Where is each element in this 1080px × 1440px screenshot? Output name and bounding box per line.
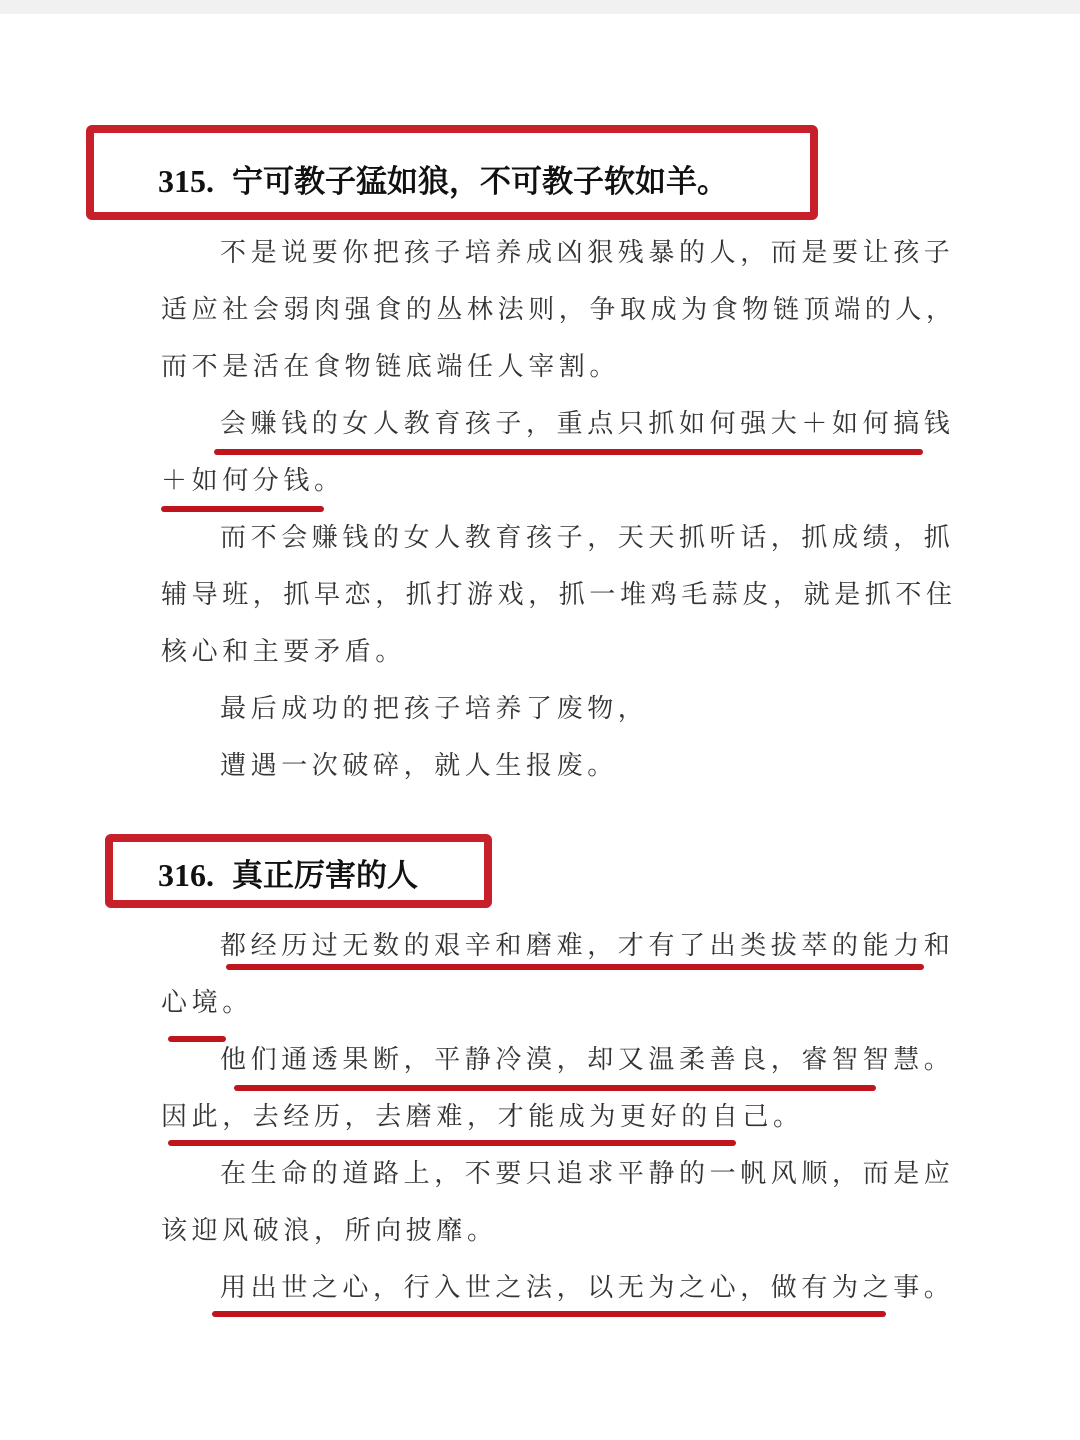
section-315-heading [158,165,728,198]
section-316-title: 真正厉害的人 [232,858,418,894]
text-line-highlighted: 都经历过无数的艰辛和磨难，才有了出类拔萃的能力和 [220,931,955,961]
underline-mark [214,449,923,455]
text-line: 在生命的道路上，不要只追求平静的一帆风顺，而是应 [220,1159,955,1189]
text-line: 最后成功的把孩子培养了废物， [220,694,649,724]
text-line: 而不会赚钱的女人教育孩子，天天抓听话，抓成绩，抓 [220,523,955,553]
underline-mark [168,1036,226,1042]
text-line-highlighted: 因此，去经历，去磨难，才能成为更好的自己。 [161,1102,804,1132]
section-315-title: 宁可教子猛如狼，不可教子软如羊。 [232,164,728,200]
text-line: 遭遇一次破碎，就人生报废。 [220,751,618,781]
underline-mark [212,1311,886,1317]
text-line-highlighted: 他们通透果断，平静冷漠，却又温柔善良，睿智智慧。 [220,1045,955,1075]
section-316-number: 316. [158,857,214,893]
text-line-highlighted: ＋如何分钱。 [161,466,345,496]
text-line-highlighted: 用出世之心，行入世之法，以无为之心，做有为之事。 [220,1273,955,1303]
text-line: 该迎风破浪，所向披靡。 [161,1216,498,1246]
text-line: 不是说要你把孩子培养成凶狠残暴的人，而是要让孩子 [220,238,955,268]
text-line-highlighted: 心境。 [161,988,253,1018]
text-line: 辅导班，抓早恋，抓打游戏，抓一堆鸡毛蒜皮，就是抓不住 [161,580,957,610]
text-line: 核心和主要矛盾。 [161,637,406,667]
text-line: 而不是活在食物链底端任人宰割。 [161,352,621,382]
underline-mark [161,506,324,512]
underline-mark [234,1085,876,1091]
text-line: 适应社会弱肉强食的丛林法则，争取成为食物链顶端的人， [161,295,957,325]
text-line-highlighted: 会赚钱的女人教育孩子，重点只抓如何强大＋如何搞钱 [220,409,955,439]
section-316-heading [158,859,418,892]
section-315-number: 315. [158,163,214,199]
underline-mark [168,1140,736,1146]
top-bar [0,0,1080,14]
underline-mark [226,964,924,970]
